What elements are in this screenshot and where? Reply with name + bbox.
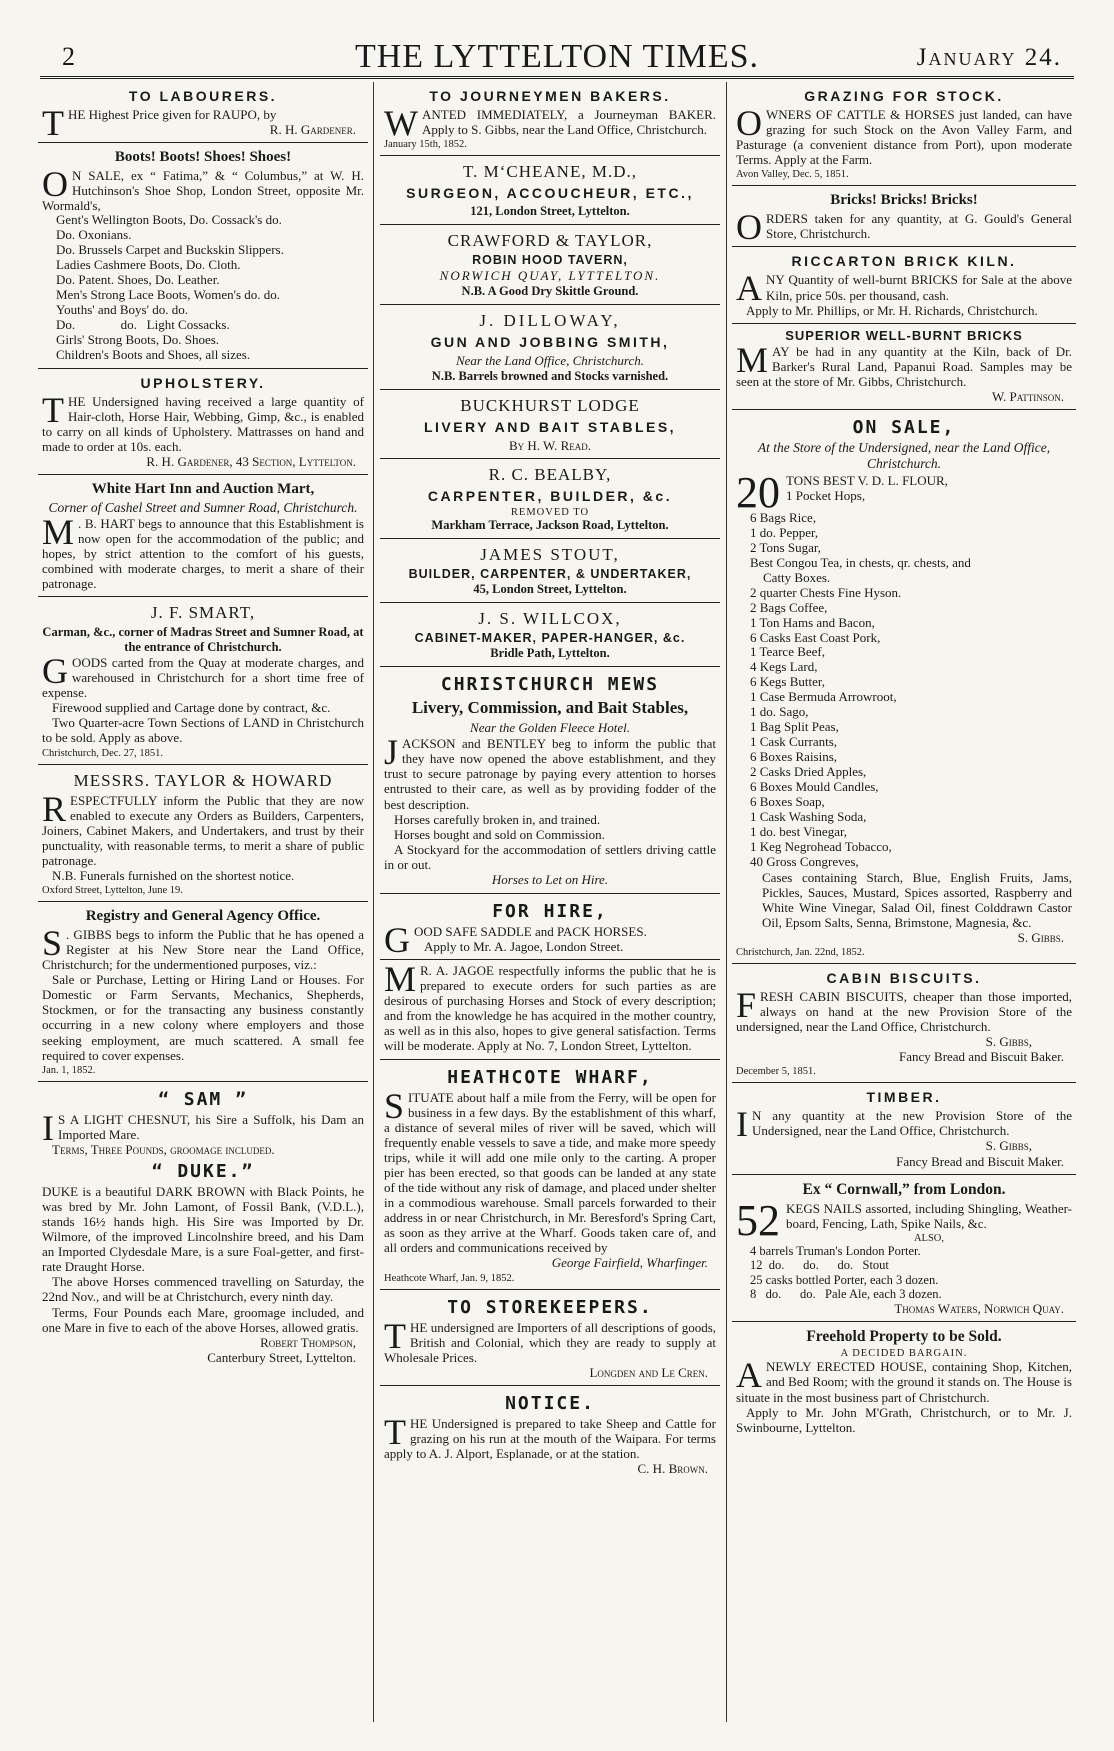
ad-note: N.B. A Good Dry Skittle Ground. — [461, 284, 639, 299]
list-item: 2 Bags Coffee, — [750, 599, 828, 615]
list-item: 1 Case Bermuda Arrowroot, — [750, 689, 897, 705]
drop-cap: M — [42, 511, 75, 552]
drop-cap: F — [736, 984, 757, 1025]
column-rule-2 — [726, 82, 727, 1722]
ad-heading: Bricks! Bricks! Bricks! — [830, 192, 978, 209]
ad-paragraph: The above Horses commenced travelling on Saturday, the 22nd Nov., and will be at Christchurch, every ninth day. — [42, 1274, 364, 1305]
ad-date: Jan. 1, 1852. — [42, 1064, 96, 1076]
list-item: 2 Tons Sugar, — [750, 539, 821, 555]
ad-body: . B. HART begs to announce that this Establishment is now open for the accommodation of the public; and hopes, by strict attention to the comfort of his guests, combined with moderate charges, to merit a share of their patronage. — [42, 515, 364, 591]
quantity-number: 52 — [736, 1195, 780, 1245]
ad-body: N SALE, ex “ Fatima,” & “ Columbus,” at W. H. Hutchinson's Shoe Shop, London Street, opposite Mr. Wormald's, — [42, 168, 364, 214]
boots-list — [42, 213, 364, 362]
ad-subheading: Livery, Commission, and Bait Stables, — [411, 698, 689, 718]
list-item: Gent's Wellington Boots, Do. Cossack's do. — [56, 212, 282, 228]
column-rule-1 — [373, 82, 374, 1722]
list-item: 25 casks bottled Porter, each 3 dozen. — [750, 1272, 939, 1287]
ad-subheading: Corner of Cashel Street and Sumner Road, Christchurch. — [48, 500, 358, 516]
ad-heading: White Hart Inn and Auction Mart, — [91, 481, 315, 498]
ad-bakers — [380, 82, 720, 156]
drop-cap: I — [42, 1107, 54, 1148]
drop-cap: M — [736, 339, 769, 380]
ad-subheading: At the Store of the Undersigned, near the Land Office, Christchurch. — [757, 440, 1051, 471]
drop-cap: J — [384, 732, 399, 773]
ad-body: ESPECTFULLY inform the Public that they are now enabled to execute any Orders as Builders, Carpenters, Joiners, Cabinet Makers, and Undertakers, and trust by their punctuality, with reasonable terms, to merit a share of public patronage. — [42, 792, 364, 868]
ad-paragraph: Apply to Mr. A. Jagoe, London Street. — [424, 939, 624, 955]
ad-boots — [38, 143, 368, 369]
ad-smart — [38, 597, 368, 764]
ad-body: HE Undersigned is prepared to take Sheep and Cattle for grazing on his run at the mouth of the Waipara. For terms apply to A. J. Alport, Esplanade, or at the station. — [384, 1415, 716, 1461]
drop-cap: M — [384, 959, 417, 1000]
ad-body: AY be had in any quantity at the Kiln, back of Dr. Barker's Rural Land, Papanui Road. Samples may be seen at the store of Mr. Gibbs, Christchurch. — [736, 343, 1072, 389]
list-item: Do. Patent. Shoes, Do. Leather. — [56, 272, 220, 288]
drop-cap: O — [42, 164, 68, 205]
ad-upholstery — [38, 369, 368, 475]
list-item: Children's Boots and Shoes, all sizes. — [56, 346, 251, 362]
ad-paragraph: Apply to Mr. John M'Grath, Christchurch, or to Mr. J. Swinbourne, Lyttelton. — [736, 1404, 1072, 1435]
ad-heading: SUPERIOR WELL-BURNT BRICKS — [785, 327, 1023, 343]
ad-body: N any quantity at the new Provision Store of the Undersigned, near the Land Office, Christchurch. — [752, 1108, 1072, 1139]
ad-signature: Robert Thompson, — [260, 1334, 356, 1350]
ad-body: RESH CABIN BISCUITS, cheaper than those imported, always on hand at the new Provision Store of the undersigned, near the Land Office, Christchurch. — [736, 988, 1072, 1035]
ad-grazing — [732, 82, 1076, 186]
ad-note: N.B. Barrels browned and Stocks varnished. — [431, 369, 669, 384]
ad-by: By H. W. Read. — [508, 438, 592, 454]
drop-cap: W — [384, 103, 418, 143]
ad-body: WNERS OF CATTLE & HORSES just landed, can have grazing for such Stock on the Avon Valley Farm, and Pasturage (a convenient distance from Port), upon moderate Terms. Apply at the Farm. — [736, 107, 1072, 168]
ad-address: Markham Terrace, Jackson Road, Lyttelton. — [431, 518, 669, 533]
ad-white-hart — [38, 475, 368, 597]
ad-subheading: Carman, &c., corner of Madras Street and Sumner Road, at the entrance of Christchurch. — [42, 625, 364, 655]
newspaper-title: THE LYTTELTON TIMES. — [354, 38, 760, 75]
ad-location: Near the Land Office, Christchurch. — [455, 353, 644, 369]
ad-heading: NOTICE. — [505, 1392, 595, 1414]
ad-freehold — [732, 1322, 1076, 1439]
ad-heading: GRAZING FOR STOCK. — [804, 88, 1004, 104]
ad-paragraph: Firewood supplied and Cartage done by contract, &c. — [52, 700, 331, 716]
ad-body: ACKSON and BENTLEY beg to inform the public that they have now opened the above establishment, and they trust to secure patronage by paying every attention to horses entrusted to their care, as well as by providing fodder of the best description. — [384, 736, 716, 812]
ad-paragraph: Horses bought and sold on Commission. — [394, 826, 605, 842]
ad-signature: S. Gibbs. — [1017, 929, 1064, 945]
quantity-number: 20 — [736, 468, 780, 518]
ad-subheading: ROBIN HOOD TAVERN, — [472, 253, 628, 268]
list-item: 1 do. Pepper, — [750, 524, 819, 540]
ad-body: . GIBBS begs to inform the Public that he has opened a Register at his New Store near the Land Office, Christchurch; for the undermentioned purposes, viz.: — [42, 927, 364, 973]
ad-jagoe — [380, 960, 720, 1059]
list-item: 1 Ton Hams and Bacon, — [750, 614, 875, 630]
drop-cap: O — [736, 103, 762, 143]
drop-cap: S — [42, 923, 63, 963]
ad-body: ITUATE about half a mile from the Ferry, will be open for business in a few days. By the establishment of this wharf, a distance of several miles of river will be saved, which will frequently enable vessels to save a tide, and make more speedy trips, while it will add one mile only to the carting. A proper pier has been erected, so that goods can be landed at any state of the tide without any risk of damage, and placed under shelter in a commodious warehouse. Small parcels forwarded to their address in or near Christchurch, in Mr. Beresford's Spring Cart, as soon as they arrive at the Wharf. Goods taken care of, and all orders and communications received by — [384, 1089, 716, 1256]
ad-heading: MESSRS. TAYLOR & HOWARD — [73, 770, 333, 790]
drop-cap: A — [736, 1355, 762, 1396]
ad-also: ALSO, — [913, 1232, 945, 1244]
ad-heading: Boots! Boots! Shoes! Shoes! — [114, 149, 292, 166]
ad-subheading: A DECIDED BARGAIN. — [840, 1348, 968, 1360]
list-item: 6 Kegs Butter, — [750, 674, 825, 690]
drop-cap: T — [384, 1315, 406, 1356]
ad-subheading: SURGEON, ACCOUCHEUR, ETC., — [406, 185, 694, 202]
ad-body: R. A. JAGOE respectfully informs the public that he is prepared to execute orders for such parties as are desirous of purchasing Horses and Stock of every description; and from the knowledge he has acquired in the mother country, as well as in this also, hopes to give general satisfaction. Terms will be moderate. Apply at No. 7, London Street, Lyttelton. — [384, 963, 716, 1054]
ad-heading: TO LABOURERS. — [128, 88, 278, 104]
ad-signature: Longden and Le Cren. — [589, 1364, 708, 1380]
list-item: 6 Boxes Soap, — [750, 793, 825, 809]
ad-cabin-biscuits — [732, 964, 1076, 1083]
ad-heading: TO JOURNEYMEN BAKERS. — [429, 88, 671, 104]
ad-heading: TO STOREKEEPERS. — [447, 1296, 653, 1318]
ad-signature: Canterbury Street, Lyttelton. — [207, 1349, 356, 1365]
ad-paragraph: Two Quarter-acre Town Sections of LAND in Christchurch to be sold. Apply as above. — [42, 715, 364, 746]
ad-raupo — [38, 82, 368, 143]
ad-heading: BUCKHURST LODGE — [460, 396, 640, 416]
ad-for-hire — [380, 894, 720, 960]
list-item: 6 Casks East Coast Pork, — [750, 629, 881, 645]
list-item: 4 Kegs Lard, — [750, 659, 818, 675]
ad-paragraph: Terms, Four Pounds each Mare, groomage included, and one Mare in five to each of the above Horses, allowed gratis. — [42, 1304, 364, 1335]
ad-paragraph: Terms, Three Pounds, groomage included. — [52, 1141, 275, 1157]
ad-paragraph: N.B. Funerals furnished on the shortest notice. — [52, 867, 295, 883]
ad-stout — [380, 539, 720, 603]
ad-heading-2: “ DUKE.” — [151, 1160, 255, 1182]
ad-body: HE undersigned are Importers of all descriptions of goods, British and Colonial, which they are ready to supply at Wholesale Prices. — [384, 1319, 716, 1365]
drop-cap: T — [384, 1411, 406, 1452]
ad-heading: Freehold Property to be Sold. — [806, 1328, 1002, 1346]
list-item: 1 Tearce Beef, — [750, 644, 825, 660]
list-item: 6 Bags Rice, — [750, 510, 817, 526]
ad-signature: W. Pattinson. — [991, 388, 1064, 404]
ad-paragraph: Cases containing Starch, Blue, English Fruits, Jams, Pickles, Sauces, Mustard, Spices assorted, Raspberry and White Wine Vinegar, Salad Oil, finest Colddrawn Castor Oil, Epsom Salts, Senna, Brimstone, Magnesia, &c. — [762, 869, 1072, 930]
ad-signature: George Fairfield, Wharfinger. — [551, 1255, 708, 1271]
ad-willcox — [380, 603, 720, 667]
list-item: TONS BEST V. D. L. FLOUR, — [786, 473, 948, 489]
ad-heading: “ SAM ” — [158, 1088, 248, 1110]
ad-date: Oxford Street, Lyttelton, June 19. — [42, 885, 183, 896]
list-item: Do. Oxonians. — [56, 227, 132, 243]
ad-subheading: LIVERY AND BAIT STABLES, — [423, 419, 677, 436]
ad-on-sale — [732, 410, 1076, 964]
ad-heading: HEATHCOTE WHARF, — [447, 1066, 653, 1088]
ad-location: NORWICH QUAY, LYTTELTON. — [439, 268, 661, 284]
ad-body: NY Quantity of well-burnt BRICKS for Sale at the above Kiln, price 50s. per thousand, cash. — [766, 272, 1072, 303]
ad-cornwall — [732, 1175, 1076, 1323]
ad-subheading: CARPENTER, BUILDER, &c. — [427, 488, 673, 505]
ad-date: Christchurch, Jan. 22nd, 1852. — [736, 946, 865, 958]
list-item: 40 Gross Congreves, — [750, 853, 859, 869]
column-1 — [38, 82, 368, 1732]
ad-heading: T. M‘CHEANE, M.D., — [463, 162, 637, 182]
ad-heathcote-wharf — [380, 1060, 720, 1290]
ad-paragraph: A Stockyard for the accommodation of settlers driving cattle in or out. — [384, 841, 716, 872]
list-item: 2 quarter Chests Fine Hyson. — [750, 584, 902, 600]
ad-timber — [732, 1083, 1076, 1174]
drop-cap: I — [736, 1104, 748, 1145]
ad-body: ANTED IMMEDIATELY, a Journeyman BAKER. Apply to S. Gibbs, near the Land Office, Christchurch. — [421, 107, 716, 138]
drop-cap: R — [42, 788, 67, 829]
ad-storekeepers — [380, 1290, 720, 1386]
ad-riccarton — [732, 247, 1076, 323]
ad-address: 121, London Street, Lyttelton. — [470, 204, 630, 219]
ad-heading: UPHOLSTERY. — [140, 374, 266, 391]
ad-body: RDERS taken for any quantity, at G. Gould's General Store, Christchurch. — [766, 211, 1072, 242]
ad-body: HE Highest Price given for RAUPO, by — [68, 107, 277, 122]
ad-heading: CHRISTCHURCH MEWS — [440, 674, 660, 696]
drop-cap: A — [736, 268, 762, 309]
list-item: 6 Boxes Raisins, — [750, 749, 838, 765]
ad-body: OOD SAFE SADDLE and PACK HORSES. — [414, 923, 647, 939]
list-item: 6 Boxes Mould Candles, — [750, 778, 879, 794]
list-item: 1 do. best Vinegar, — [750, 823, 848, 839]
drop-cap: G — [384, 919, 410, 960]
ad-heading: JAMES STOUT, — [480, 545, 620, 565]
list-item: 1 Cask Washing Soda, — [750, 808, 867, 824]
cornwall-list — [736, 1244, 1072, 1302]
list-item: Catty Boxes. — [750, 569, 831, 585]
ad-date: December 5, 1851. — [736, 1066, 816, 1078]
ad-bealby — [380, 459, 720, 539]
issue-date: January 24. — [916, 44, 1062, 71]
ad-registry — [38, 902, 368, 1082]
ad-mcheane — [380, 156, 720, 225]
ad-subheading: CABINET-MAKER, PAPER-HANGER, &c. — [414, 631, 686, 646]
ad-address: Bridle Path, Lyttelton. — [490, 646, 610, 661]
ad-heading: ON SALE, — [852, 417, 956, 439]
ad-signature: Fancy Bread and Biscuit Maker. — [896, 1153, 1064, 1169]
ad-date: Avon Valley, Dec. 5, 1851. — [736, 169, 849, 181]
list-item: Ladies Cashmere Boots, Do. Cloth. — [56, 257, 241, 273]
list-item: 1 Pocket Hops, — [786, 488, 866, 504]
ad-paragraph: DUKE is a beautiful DARK BROWN with Black Points, he was bred by Mr. John Lamont, of Fossil Bank, (V.D.L.), stands 16½ hands high. His Sire was Imported by Dr. Wilmore, of the improved Lincolnshire breed, and his Dam an Imported Clydesdale Mare, is a sure Foal-getter, and first-rate Draught Horse. — [42, 1183, 364, 1275]
drop-cap: T — [42, 389, 64, 430]
drop-cap: G — [42, 651, 68, 692]
ad-heading: CABIN BISCUITS. — [826, 969, 982, 986]
ad-signature: Fancy Bread and Biscuit Baker. — [899, 1049, 1064, 1065]
column-2 — [380, 82, 720, 1732]
ad-subheading: GUN AND JOBBING SMITH, — [430, 334, 670, 351]
ad-body: KEGS NAILS assorted, including Shingling, Weather-board, Fencing, Lath, Spike Nails, &c. — [786, 1200, 1072, 1231]
ad-heading: CRAWFORD & TAYLOR, — [447, 231, 653, 251]
ad-heading: R. C. BEALBY, — [488, 465, 612, 485]
list-item: 8 do. do. Pale Ale, each 3 dozen. — [750, 1286, 942, 1301]
masthead — [40, 30, 1074, 80]
ad-address: 45, London Street, Lyttelton. — [473, 582, 627, 597]
ad-date: Christchurch, Dec. 27, 1851. — [42, 747, 164, 759]
ad-heading: FOR HIRE, — [492, 900, 608, 922]
ad-date: Heathcote Wharf, Jan. 9, 1852. — [384, 1272, 515, 1284]
masthead-rule — [40, 76, 1074, 79]
list-item: 1 Bag Split Peas, — [750, 719, 839, 735]
ad-heading: RICCARTON BRICK KILN. — [791, 253, 1017, 270]
ad-body: S A LIGHT CHESNUT, his Sire a Suffolk, his Dam an Imported Mare. — [58, 1111, 364, 1142]
ad-crawford — [380, 225, 720, 305]
ad-heading: J. S. WILLCOX, — [478, 609, 622, 629]
ad-subheading: BUILDER, CARPENTER, & UNDERTAKER, — [408, 567, 692, 582]
ad-bricks — [732, 186, 1076, 247]
ad-body: NEWLY ERECTED HOUSE, containing Shop, Kitchen, and Bed Room; with the ground it stands on. The House is situate in the most business part of Christchurch. — [736, 1359, 1072, 1405]
ad-sam-duke — [38, 1082, 368, 1370]
ad-heading: Ex “ Cornwall,” from London. — [802, 1180, 1006, 1198]
ad-buckhurst — [380, 390, 720, 459]
column-3 — [732, 82, 1076, 1732]
list-item: Do. Brussels Carpet and Buckskin Slippers. — [56, 242, 284, 258]
page-number: 2 — [62, 42, 75, 71]
ad-signature: R. H. Gardener. — [269, 122, 356, 138]
list-item: 1 Keg Negrohead Tobacco, — [750, 838, 892, 854]
list-item: Do. do. Light Cossacks. — [56, 316, 230, 332]
ad-location: Near the Golden Fleece Hotel. — [470, 720, 630, 736]
drop-cap: S — [384, 1085, 405, 1126]
ad-signature: S. Gibbs, — [985, 1138, 1032, 1154]
ad-taylor-howard — [38, 765, 368, 902]
ad-paragraph: Horses to Let on Hire. — [491, 871, 609, 887]
ad-superior-bricks — [732, 324, 1076, 410]
list-item: 4 barrels Truman's London Porter. — [750, 1243, 921, 1258]
ad-heading: TIMBER. — [866, 1089, 942, 1106]
ad-paragraph: Horses carefully broken in, and trained. — [394, 811, 601, 827]
list-item: 2 Casks Dried Apples, — [750, 763, 867, 779]
ad-heading: J. F. SMART, — [150, 603, 256, 623]
ad-removed: REMOVED TO — [510, 507, 590, 519]
sale-list — [736, 511, 1072, 870]
ad-signature: S. Gibbs, — [985, 1034, 1032, 1050]
list-item: Girls' Strong Boots, Do. Shoes. — [56, 331, 220, 347]
ad-paragraph: Sale or Purchase, Letting or Hiring Land or Houses. For Domestic or Farm Servants, Mechanics, Shepherds, Stockmen, or for the transacting any business constantly occurring in a new colony where employers and those seeking employment, are much scattered. A small fee required to cover expenses. — [42, 972, 364, 1063]
ad-date: January 15th, 1852. — [384, 139, 467, 151]
ad-paragraph: Apply to Mr. Phillips, or Mr. H. Richards, Christchurch. — [746, 302, 1038, 318]
ad-heading: Registry and General Agency Office. — [85, 908, 321, 924]
ad-body: OODS carted from the Quay at moderate charges, and warehoused in Christchurch for a short time free of expense. — [42, 655, 364, 701]
ad-dilloway — [380, 305, 720, 390]
list-item: 12 do. do. do. Stout — [750, 1258, 889, 1273]
drop-cap: T — [42, 103, 64, 143]
ad-signature: C. H. Brown. — [637, 1461, 708, 1477]
list-item: Youths' and Boys' do. do. — [56, 302, 188, 318]
list-item: 1 do. Sago, — [750, 704, 809, 720]
list-item: 1 Cask Currants, — [750, 734, 838, 750]
list-item: Men's Strong Lace Boots, Women's do. do. — [56, 287, 281, 303]
ad-signature: Thomas Waters, Norwich Quay. — [894, 1301, 1064, 1317]
ad-body: HE Undersigned having received a large quantity of Hair-cloth, Horse Hair, Webbing, Gimp, &c., is enabled to carry on all kinds of Upholstery. Mattrasses on hand and made to order at 10s. each. — [42, 393, 364, 454]
ad-heading: J. DILLOWAY, — [479, 311, 621, 331]
list-item: Best Congou Tea, in chests, qr. chests, and — [750, 554, 971, 570]
drop-cap: O — [736, 207, 762, 248]
ad-signature: R. H. Gardener, 43 Section, Lyttelton. — [146, 454, 356, 470]
ad-notice — [380, 1386, 720, 1481]
ad-christchurch-mews — [380, 667, 720, 894]
